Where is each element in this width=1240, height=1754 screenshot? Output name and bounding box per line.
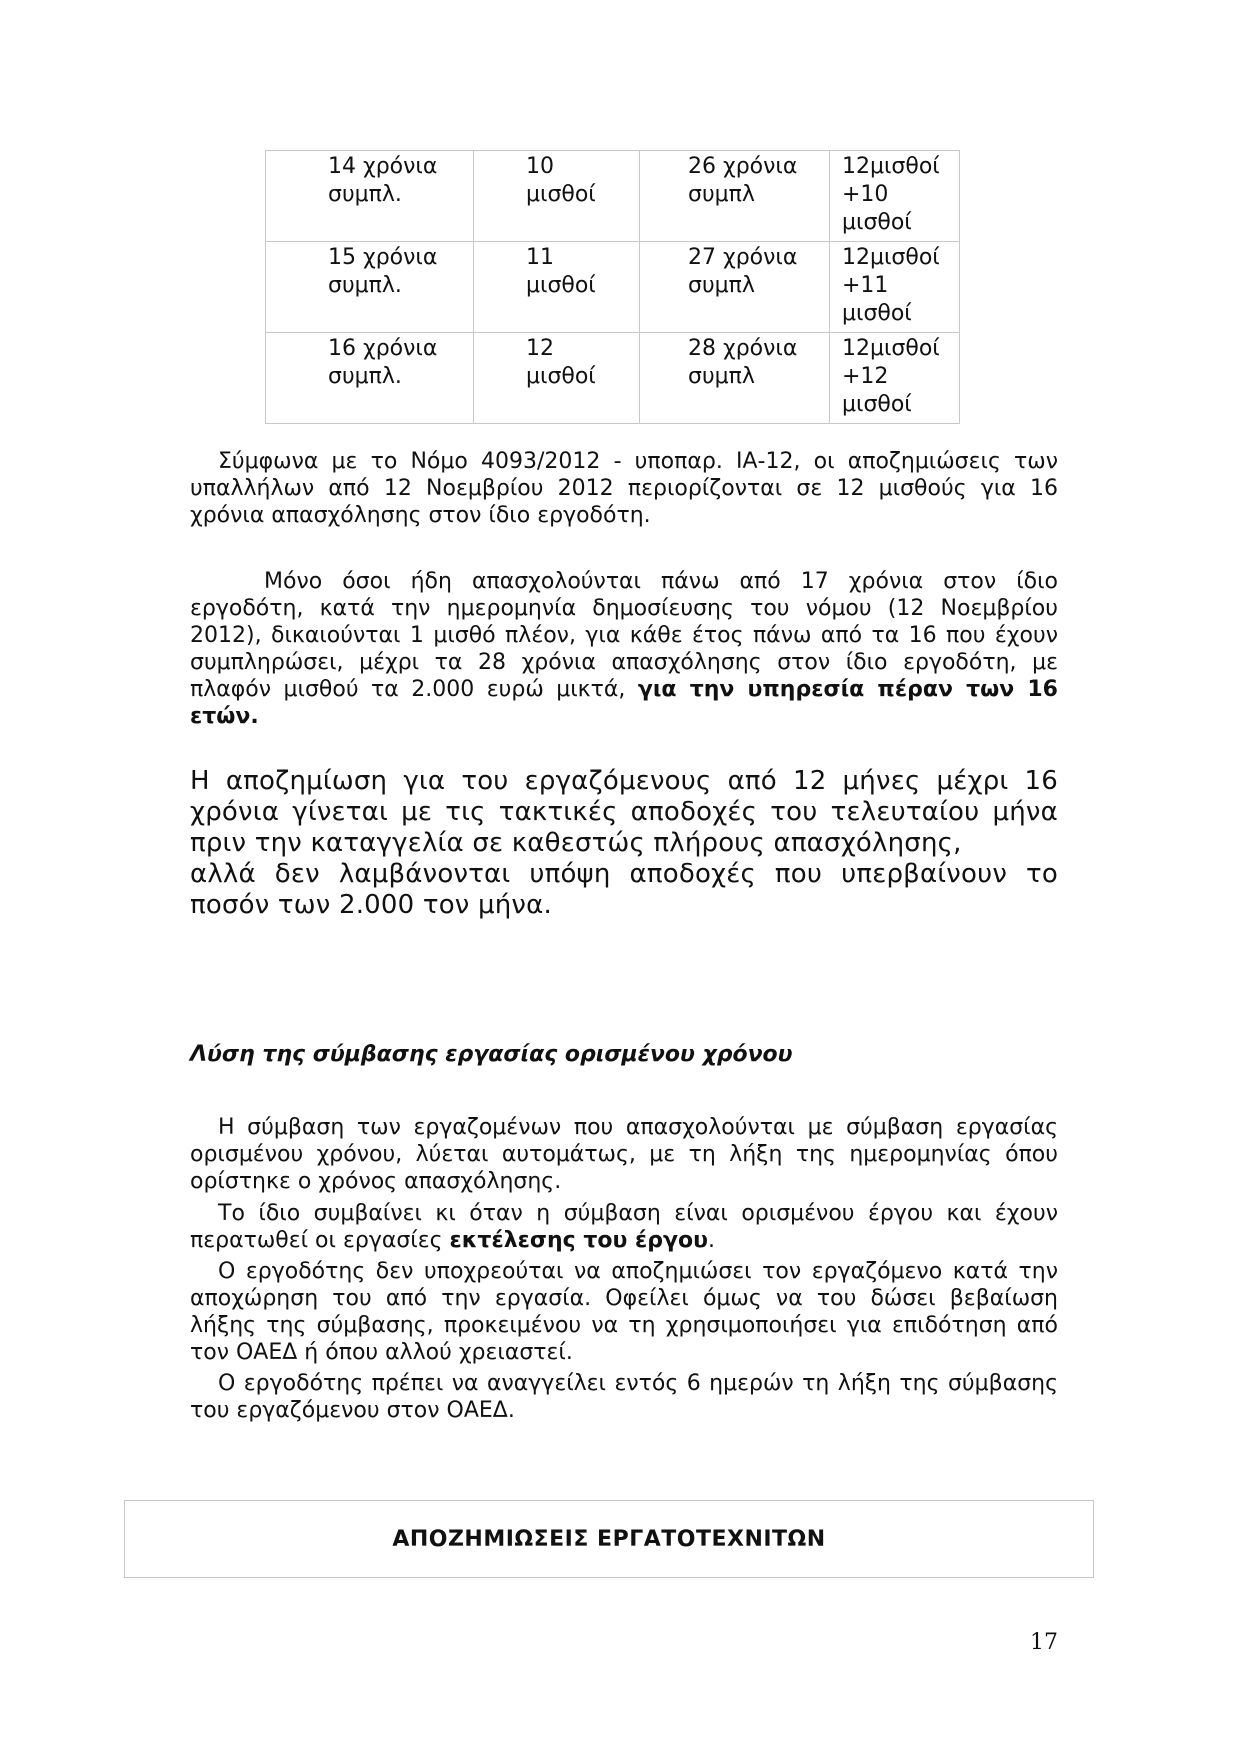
fixed-term-paragraph-1: Η σύμβαση των εργαζομένων που απασχολούνται με σύμβαση εργασίας ορισμένου χρόνου, λύεται αυτομάτως, με τη λήξη της ημερομηνίας όπου ορίστηκε ο χρόνος απασχόλησης. [190, 1115, 1058, 1194]
law-paragraph: Σύμφωνα με το Νόμο 4093/2012 - υποπαρ. ΙΑ-12, οι αποζημιώσεις των υπαλλήλων από 12 Νοεμβρίου 2012 περιορίζονται σε 12 μισθούς για 16 χρόνια απασχόλησης στον ίδιο εργοδότη. [190, 449, 1058, 528]
table-cell: 12μισθοί +12 μισθοί [830, 333, 960, 424]
compensation-paragraph [190, 766, 1058, 921]
table-cell: 27 χρόνια συμπλ [640, 242, 830, 333]
table-row [266, 151, 960, 242]
fixed-term-paragraph-4: Ο εργοδότης πρέπει να αναγγείλει εντός 6 ημερών τη λήξη της σύμβασης του εργαζόμενου στον ΟΑΕΔ. [190, 1371, 1058, 1423]
transitional-text: Μόνο όσοι ήδη απασχολούνται πάνω από 17 χρόνια στον ίδιο εργοδότη, κατά την ημερομηνία δημοσίευσης του νόμου (12 Νοεμβρίου 2012), δικαιούνται 1 μισθό πλέον, για κάθε έτος πάνω από τα 16 που έχουν συμπληρώσει, μέχρι τα 28 χρόνια απασχόλησης στον ίδιο εργοδότη, με πλαφόν μισθού τα 2.000 ευρώ μικτά, [190, 569, 1058, 702]
fixed-term-end: . [707, 1228, 715, 1253]
table-cell: 12 μισθοί [474, 333, 640, 424]
fixed-term-text: Το ίδιο συμβαίνει κι όταν η σύμβαση είναι ορισμένου έργου και έχουν περατωθεί οι εργασίες [190, 1201, 1058, 1253]
severance-table [265, 150, 960, 424]
table-cell: 11 μισθοί [474, 242, 640, 333]
transitional-bold-text: για την υπηρεσία πέραν των 16 ετών. [190, 677, 1058, 729]
table-cell: 12μισθοί +10 μισθοί [830, 151, 960, 242]
table-cell: 26 χρόνια συμπλ [640, 151, 830, 242]
transitional-paragraph [190, 568, 1058, 730]
table-cell: 12μισθοί +11 μισθοί [830, 242, 960, 333]
fixed-term-paragraph-3: Ο εργοδότης δεν υποχρεούται να αποζημιώσει τον εργαζόμενο κατά την αποχώρηση του από την εργασία. Οφείλει όμως να του δώσει βεβαίωση λήξης της σύμβασης, προκειμένου να τη χρησιμοποιήσει για επιδότηση από τον ΟΑΕΔ ή όπου αλλού χρειαστεί. [190, 1259, 1058, 1365]
section-heading: Λύση της σύμβασης εργασίας ορισμένου χρόνου [190, 1042, 793, 1067]
table-cell: 15 χρόνια συμπλ. [266, 242, 474, 333]
table-row [266, 333, 960, 424]
fixed-term-paragraph-2 [190, 1200, 1058, 1254]
page-number: 17 [1030, 1630, 1058, 1655]
fixed-term-bold-text: εκτέλεσης του έργου [449, 1228, 708, 1253]
section-title-box-label: ΑΠΟΖΗΜΙΩΣΕΙΣ ΕΡΓΑΤΟΤΕΧΝΙΤΩΝ [392, 1526, 826, 1552]
compensation-line-1: Η αποζημίωση για του εργαζόμενους από 12 μήνες μέχρι 16 χρόνια γίνεται με τις τακτικές αποδοχές του τελευταίου μήνα πριν την καταγγελία σε καθεστώς πλήρους απασχόλησης, [190, 766, 1058, 858]
section-title-box [124, 1500, 1094, 1578]
table-cell: 10 μισθοί [474, 151, 640, 242]
table-cell: 14 χρόνια συμπλ. [266, 151, 474, 242]
table-row [266, 242, 960, 333]
compensation-line-2: αλλά δεν λαμβάνονται υπόψη αποδοχές που υπερβαίνουν το ποσόν των 2.000 τον μήνα. [190, 859, 1058, 920]
table-cell: 28 χρόνια συμπλ [640, 333, 830, 424]
table-cell: 16 χρόνια συμπλ. [266, 333, 474, 424]
